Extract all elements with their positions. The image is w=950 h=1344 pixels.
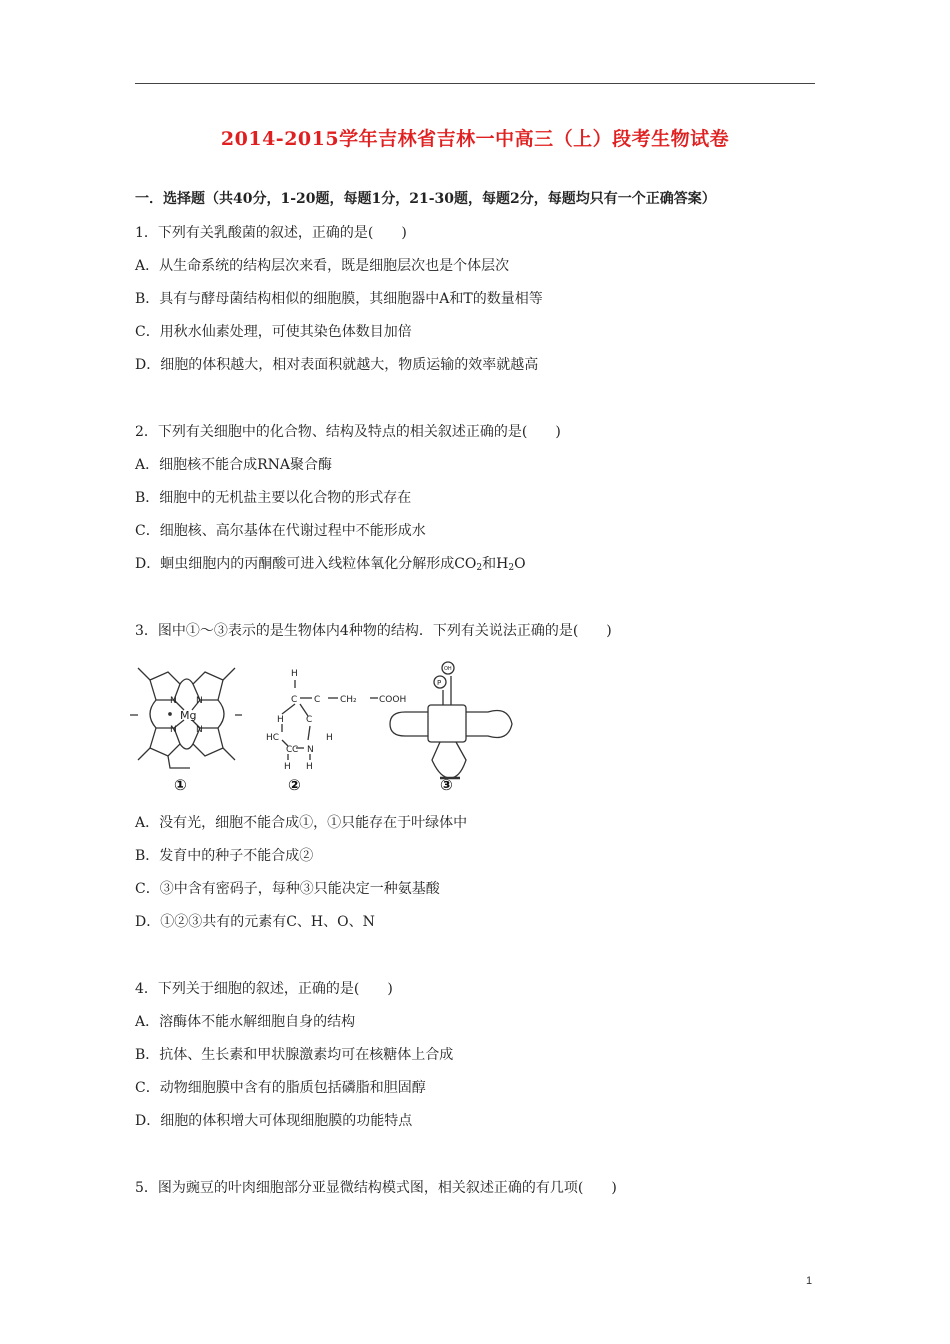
question-4-option-b: B．抗体、生长素和甲状腺激素均可在核糖体上合成 [135,1047,454,1063]
question-4-option-a: A．溶酶体不能水解细胞自身的结构 [135,1014,356,1030]
trna-oh: OH [444,666,452,672]
atom-hc: HC [266,733,280,743]
molecule-structures-figure [130,660,453,795]
question-1-option-d: D．细胞的体积越大，相对表面积就越大，物质运输的效率就越高 [135,357,539,373]
question-2-option-d [135,553,526,573]
option-d-text-1: D．蛔虫细胞内的丙酮酸可进入线粒体氧化分解形成CO [135,556,477,572]
question-3-option-a: A．没有光，细胞不能合成①，①只能存在于叶绿体中 [135,815,468,831]
trna-structure [390,662,512,778]
co2-subscript: 2 [476,563,483,573]
option-d-text-3: O [514,556,526,572]
question-2-stem: 2．下列有关细胞中的化合物、结构及特点的相关叙述正确的是( ) [135,424,561,440]
question-5-stem: 5．图为豌豆的叶肉细胞部分亚显微结构模式图，相关叙述正确的有几项( ) [135,1180,617,1196]
atom-h-left: H [277,715,284,725]
figure-label-2: ② [288,776,301,794]
question-2-option-b: B．细胞中的无机盐主要以化合物的形式存在 [135,490,412,506]
atom-n-3: N [170,725,177,735]
question-1-option-c: C．用秋水仙素处理，可使其染色体数目加倍 [135,324,412,340]
trna-p: P [437,679,442,687]
atom-c-5: C [292,745,299,755]
question-2-option-a: A．细胞核不能合成RNA聚合酶 [135,457,333,473]
atom-mg: Mg [180,709,197,722]
atom-c-3: C [306,715,313,725]
atom-c-4: C [286,745,293,755]
atom-h-top: H [291,669,298,679]
question-4-stem: 4．下列关于细胞的叙述，正确的是( ) [135,981,393,997]
header-rule [135,83,815,84]
figure-label-3: ③ [440,776,453,794]
page-number: 1 [806,1275,813,1287]
question-1-option-b: B．具有与酵母菌结构相似的细胞膜，其细胞器中A和T的数量相等 [135,291,543,307]
question-3-option-b: B．发育中的种子不能合成② [135,848,314,864]
h2o-subscript: 2 [508,563,515,573]
exam-title: 2014-2015学年吉林省吉林一中高三（上）段考生物试卷 [220,128,730,150]
atom-c-2: C [314,695,321,705]
atom-h-right: H [326,733,333,743]
atom-h-bottom-1: H [284,762,291,772]
question-3-stem: 3．图中①～③表示的是生物体内4种物的结构．下列有关说法正确的是( ) [135,623,612,639]
atom-n-ring: N [307,745,314,755]
question-3-option-c: C．③中含有密码子，每种③只能决定一种氨基酸 [135,881,440,897]
figure-label-1: ① [174,776,187,794]
question-4-option-d: D．细胞的体积增大可体现细胞膜的功能特点 [135,1113,413,1129]
atom-ch2: CH₂ [340,695,357,705]
option-d-text-2: 和H [482,556,509,572]
question-4-option-c: C．动物细胞膜中含有的脂质包括磷脂和胆固醇 [135,1080,426,1096]
atom-h-bottom-2: H [306,762,313,772]
section-heading: 一．选择题（共40分，1-20题，每题1分，21-30题，每题2分，每题均只有一个正确答案） [135,191,716,207]
atom-cooh: COOH [379,695,407,705]
atom-n-1: N [170,696,177,706]
atom-n-2: N [196,696,203,706]
atom-n-4: N [196,725,203,735]
atom-c-1: C [291,695,298,705]
question-3-option-d: D．①②③共有的元素有C、H、O、N [135,914,375,930]
question-1-option-a: A．从生命系统的结构层次来看，既是细胞层次也是个体层次 [135,258,510,274]
question-1-stem: 1．下列有关乳酸菌的叙述，正确的是( ) [135,225,407,241]
question-2-option-c: C．细胞核、高尔基体在代谢过程中不能形成水 [135,523,426,539]
